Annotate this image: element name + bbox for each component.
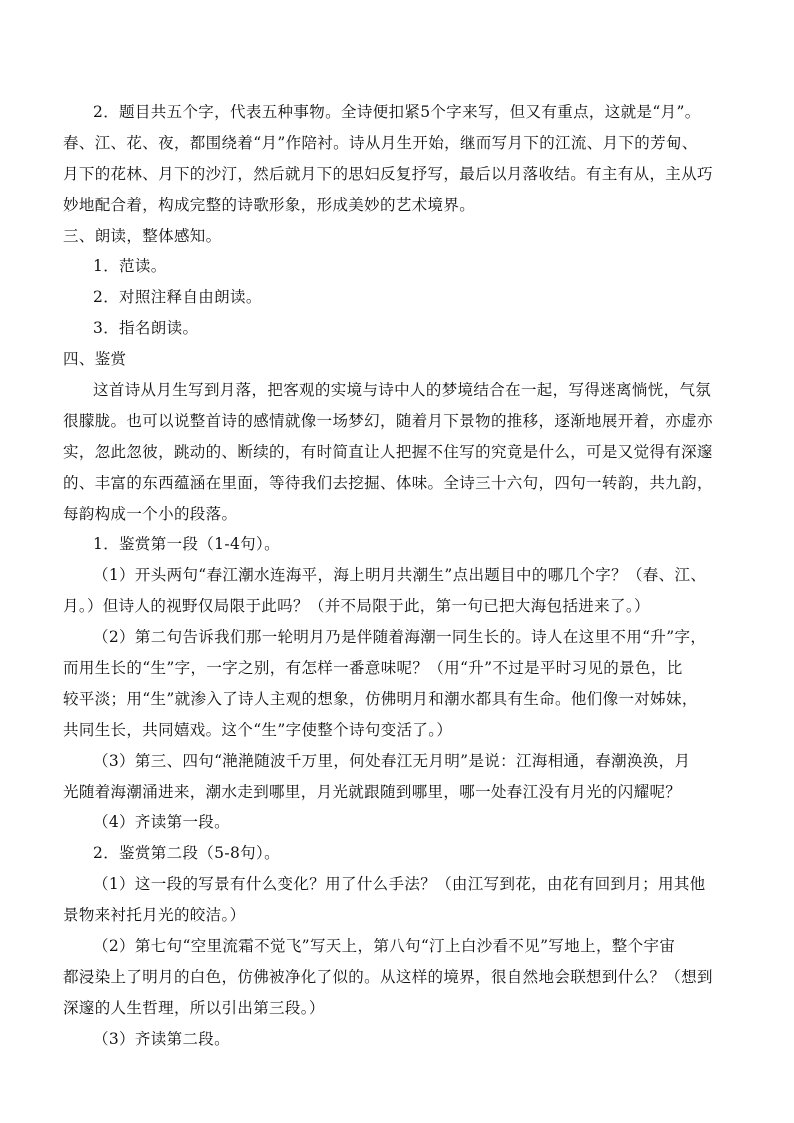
paragraph-line: （2）第二句告诉我们那一轮明月乃是伴随着海潮一同生长的。诗人在这里不用“升”字， (93, 628, 707, 647)
paragraph-line: 妙地配合着，构成完整的诗歌形象，形成美妙的艺术境界。 (63, 195, 476, 214)
paragraph-line: 都浸染上了明月的白色，仿佛被净化了似的。从这样的境界，很自然地会联想到什么？（想到 (63, 967, 713, 986)
paragraph-line: （2）第七句“空里流霜不觉飞”写天上，第八句“汀上白沙看不见”写地上，整个宇宙 (93, 937, 676, 956)
list-item: 3．指名朗读。 (93, 319, 199, 338)
paragraph-line: 每韵构成一个小的段落。 (63, 504, 238, 523)
paragraph-line: （3）第三、四句“滟滟随波千万里，何处春江无月明”是说：江海相通，春潮涣涣，月 (93, 751, 691, 770)
paragraph-line: 光随着海潮涌进来，潮水走到哪里，月光就跟随到哪里，哪一处春江没有月光的闪耀呢？ (63, 782, 682, 801)
list-item: （4）齐读第一段。 (93, 813, 231, 832)
subsection-heading: 1．鉴赏第一段（1-4句）。 (93, 535, 280, 554)
paragraph-line: 景物来衬托月光的皎洁。） (63, 906, 246, 925)
paragraph-line: 较平淡；用“生”就渗入了诗人主观的想象，仿佛明月和潮水都具有生命。他们像一对姊妹， (63, 689, 698, 708)
paragraph-line: 春、江、花、夜，都围绕着“月”作陪衬。诗从月生开始，继而写月下的江流、月下的芳甸、 (63, 133, 698, 152)
paragraph-line: 月下的花林、月下的沙汀，然后就月下的思妇反复抒写，最后以月落收结。有主有从，主从巧 (63, 164, 713, 183)
document-body (63, 97, 733, 1055)
list-item: 1．范读。 (93, 257, 167, 276)
paragraph-line: 而用生长的“生”字，一字之别，有怎样一番意味呢？（用“升”不过是平时习见的景色，比 (63, 659, 683, 678)
paragraph-line: 共同生长，共同嬉戏。这个“生”字使整个诗句变活了。） (63, 720, 453, 739)
paragraph-line: 2．题目共五个字，代表五种事物。全诗便扣紧5个字来写，但又有重点，这就是“月”。 (93, 103, 701, 121)
paragraph-line: 很朦胧。也可以说整首诗的感情就像一场梦幻，随着月下景物的推移，逐渐地展开着，亦虚亦 (63, 411, 713, 430)
list-item: （3）齐读第二段。 (93, 1029, 231, 1048)
paragraph-line: 月。）但诗人的视野仅局限于此吗？（并不局限于此，第一句已把大海包括进来了。） (63, 597, 650, 616)
subsection-heading: 2．鉴赏第二段（5-8句）。 (93, 844, 280, 863)
paragraph-line: 的、丰富的东西蕴涵在里面，等待我们去挖掘、体味。全诗三十六句，四句一转韵，共九韵， (63, 473, 713, 492)
paragraph-line: 这首诗从月生写到月落，把客观的实境与诗中人的梦境结合在一起，写得迷离惝恍，气氛 (93, 381, 712, 400)
paragraph-line: （1）这一段的写景有什么变化？用了什么手法？（由江写到花，由花有回到月；用其他 (93, 875, 706, 894)
paragraph-line: 深邃的人生哲理，所以引出第三段。） (63, 998, 325, 1017)
section-heading: 四、鉴赏 (63, 350, 127, 369)
list-item: 2．对照注释自由朗读。 (93, 288, 262, 307)
paragraph-line: （1）开头两句“春江潮水连海平，海上明月共潮生”点出题目中的哪几个字？（春、江、 (93, 566, 707, 585)
paragraph-line: 实，忽此忽彼，跳动的、断续的，有时简直让人把握不住写的究竟是什么，可是又觉得有深邃 (63, 442, 713, 461)
section-heading: 三、朗读，整体感知。 (63, 226, 222, 245)
